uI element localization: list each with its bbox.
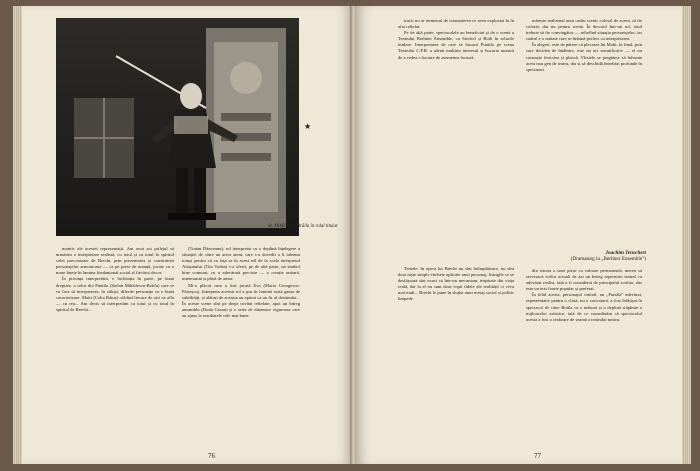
right-column-2 — [526, 18, 642, 73]
signature-role: (Dramaturg la „Berliner Ensemble") — [570, 256, 646, 262]
paragraph: În felul acesta, personajul central, un „Puntila" adevărat, reprezentativ pentru o clasă, nu o caricatură, a fost înfățișat în spectacol de către Brăila cu o măsură și o deplină stăpînire a mijloacelor artistice; iată de ce considerăm că spectacolul acesta a fost o realizare de seamă a teatrului nostru. — [526, 292, 642, 322]
left-page — [22, 6, 352, 464]
paragraph: (Traian Dănceanu), rol interpretat cu o deplină înțelegere a situației de către un actor atent, care s-a dovedit a fi talentat totuși pentru că cu fața sa în acest stil de la acela interpretul Attașatului (Tita Vodea) s-a oferit, pe de altă parte, un simbol bine conturat, cu o adevărată precizie — o creație unitară, interesantă și plină de amor. — [182, 246, 300, 282]
right-page — [356, 6, 682, 464]
paragraph: Mi-a plăcut cum a fost jucată Eva (Maria Georgescu-Pătrașcu). Interpreta acestui rol a pus în lumină toată gama de subtilități, și alături de aceasta au apărut ca un fir al destinului... În aceste scene sînt pe drept cuvânt reliefate, apoi un întreg ansamblu (Doda Cazan) și o serie de dinamice viguroase care au ajuns la rezultatele cele mai bune. — [182, 282, 300, 319]
page-edges-left — [13, 6, 22, 464]
right-column-1 — [398, 18, 514, 61]
paragraph: În alegeri, este de părere că plecarea lui Matti, în final, prin care decidea de întâlnire, este un act semnificativ — el nu cunoaște fericirea și pleacă. Vîrstele se pregătesc să înfrunte acest nou gen de teatru, dar și să deschidă întrebări profunde în spectatori. — [526, 42, 642, 72]
left-column-2 — [182, 246, 300, 319]
paragraph: În privința interpretării, e înclinația în parte, pe bună dreptate, a celor doi Puntila (Ștefan Mihăilescu-Brăila) care se va face să interpreteze, în sfârșit, diferite personaje cu o bună caracterizare. Matti (Coka Rătuș) călcînd fiecare de aici se afla — cu rea... Am decis să interpretăm cu totul și cu totul în spiritul de Brecht... — [56, 276, 174, 312]
stage-photo-image — [56, 18, 299, 236]
paragraph: Pe de altă parte, spectacolele au beneficiat și de o scenă a Teatrului Berliner Ensemble, cu Steckel și Both în rolurile titulare. Interpretarea de care se bucură Puntila pe scena Teatrului C.F.R. a stîrnit mulțimi interesul și bucuria noastră de a vedea o lucrare de asemenea factură. — [398, 30, 514, 60]
page-number-right: 77 — [534, 452, 541, 460]
paragraph: din istoria a unei piese cu valoare permanentă, mereu să servească scelor actuali de azi un întreg repertoriu teatral cu adevărat realist, față a fi considerat de principalul scriitor, dar este un text foarte popular și preferat. — [526, 268, 642, 292]
page-edges-right — [682, 6, 691, 464]
photo-caption: St. Mihăilescu-Brăila în rolul titular — [268, 224, 338, 229]
page-number-left: 76 — [208, 452, 215, 460]
star-ornament: ★ — [304, 122, 312, 131]
paragraph: montic ale acestei reprezentații. Am avut aci prilejul să urmărim o interpretare realistă, cu totul și cu totul în spiritul celei preconizate de Brecht, prin prezentarea și construirea personajelor armonioase — ca pe piese de nuanță, jucate cu o mare finețe în lumina fondanțonal social al fiecărui decor. — [56, 246, 174, 276]
left-column-1 — [56, 246, 174, 313]
paragraph: mărește realismul unui cadru scenic colosal de aceea, să fie colorat, dar nu pentru scenă. În decorul Intr-un rol, totul trebuie să fie convingător — reliefînd situația personajelor, iar cadrul e o unitate care se îmbină perfect cu interpretarea. — [526, 18, 642, 42]
book-spread — [22, 6, 682, 464]
paragraph: trucii nu ar termenul de cunoașterea ce avea exploatat în în afar reliefat. — [398, 18, 514, 30]
signature-block — [556, 250, 646, 262]
right-column-3 — [526, 268, 642, 323]
stage-photo — [56, 18, 299, 236]
signature-name: Joachim Tenschert — [605, 250, 646, 256]
paragraph: Temele: în opera lui Brecht nu sînt întîmplătoare, nu sînt doar niște simple etichete aplicate unui personaj. Intrigile ce se desfășoară sînt exact ca într-un mecanism, inspirate din viața reală, dar la el nu sunt doar copii fidele ale realității ci ceva mai mult... Brecht le pune în slujba unui mesaj social și politic limpede. — [398, 266, 514, 302]
right-column-1b — [398, 266, 514, 303]
